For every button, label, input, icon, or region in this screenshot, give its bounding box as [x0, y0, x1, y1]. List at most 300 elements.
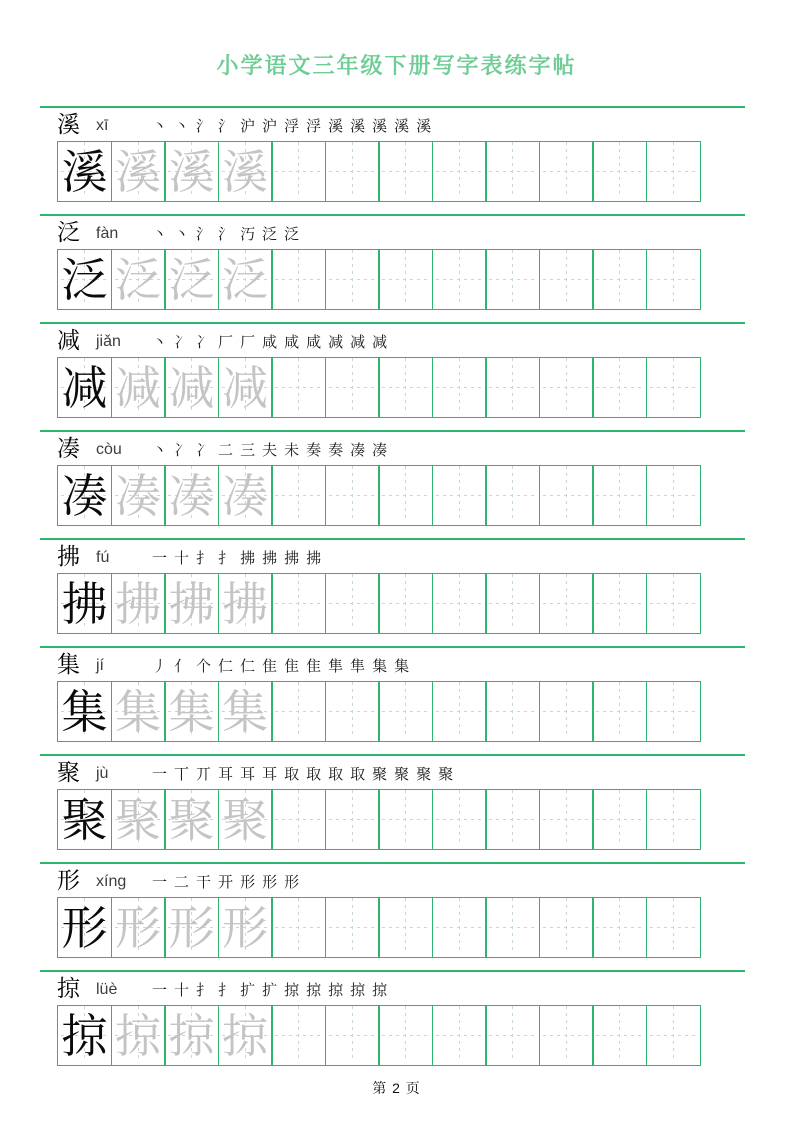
practice-char-black: 集	[61, 684, 108, 739]
stroke-step: 掠	[372, 980, 388, 999]
practice-cell	[111, 357, 166, 418]
row-header	[40, 652, 745, 679]
practice-cell	[539, 1005, 594, 1066]
practice-cell	[164, 789, 219, 850]
practice-char-gray: 形	[115, 900, 161, 955]
practice-cell	[164, 1005, 219, 1066]
stroke-step: 取	[284, 764, 300, 783]
stroke-step: 隹	[284, 656, 300, 675]
stroke-step: 扩	[262, 980, 278, 999]
practice-char-black: 拂	[61, 576, 108, 631]
stroke-step: 取	[306, 764, 322, 783]
stroke-step: 形	[262, 872, 278, 891]
row-character: 形	[57, 868, 80, 894]
practice-grid	[57, 465, 745, 526]
practice-cell	[485, 573, 540, 634]
practice-cell	[378, 897, 433, 958]
practice-cell	[111, 249, 166, 310]
stroke-step: 仁	[240, 656, 256, 675]
practice-row-section	[40, 430, 745, 526]
practice-cell	[539, 249, 594, 310]
practice-char-gray: 形	[168, 900, 215, 955]
stroke-step: 开	[218, 872, 234, 891]
practice-cell	[646, 789, 701, 850]
practice-cell	[432, 681, 487, 742]
stroke-step: 氵	[218, 116, 234, 135]
stroke-step: 聚	[416, 764, 432, 783]
stroke-step: 浮	[284, 116, 300, 135]
practice-cell	[57, 1005, 112, 1066]
practice-cell	[432, 897, 487, 958]
stroke-step: 形	[284, 872, 300, 891]
practice-cell	[271, 249, 326, 310]
row-separator-line	[40, 214, 745, 216]
stroke-order-sequence	[152, 549, 328, 567]
practice-cell	[646, 573, 701, 634]
practice-cell	[218, 357, 273, 418]
row-pinyin: fú	[96, 548, 110, 566]
practice-grid	[57, 357, 745, 418]
practice-cell	[592, 249, 647, 310]
stroke-step: 隼	[350, 656, 366, 675]
page-footer: 第 2 页	[372, 1080, 421, 1096]
stroke-step: 汅	[240, 224, 256, 243]
practice-cell	[646, 141, 701, 202]
practice-cell	[218, 141, 273, 202]
practice-char-black: 泛	[61, 252, 108, 307]
practice-row-section	[40, 754, 745, 850]
stroke-step: 咸	[284, 332, 300, 351]
stroke-step: 聚	[372, 764, 388, 783]
practice-char-gray: 集	[168, 684, 215, 739]
practice-char-gray: 溪	[168, 144, 215, 199]
stroke-step: 丶	[152, 224, 168, 243]
practice-cell	[592, 1005, 647, 1066]
row-separator-line	[40, 970, 745, 972]
practice-row-section	[40, 214, 745, 310]
stroke-step: 拂	[284, 548, 300, 567]
stroke-step: 二	[218, 440, 234, 459]
practice-cell	[218, 789, 273, 850]
practice-cell	[378, 681, 433, 742]
stroke-step: 十	[174, 548, 190, 567]
row-separator-line	[40, 862, 745, 864]
stroke-step: 耳	[240, 764, 256, 783]
practice-cell	[646, 1005, 701, 1066]
stroke-step: 扌	[196, 980, 212, 999]
stroke-step: 丶	[152, 332, 168, 351]
stroke-step: 氵	[196, 224, 212, 243]
stroke-step: 沪	[240, 116, 256, 135]
stroke-step: 十	[174, 980, 190, 999]
stroke-step: 拂	[262, 548, 278, 567]
practice-cell	[539, 897, 594, 958]
practice-cell	[432, 465, 487, 526]
practice-cell	[325, 897, 380, 958]
practice-char-black: 掠	[61, 1008, 108, 1063]
practice-cell	[57, 789, 112, 850]
practice-char-gray: 减	[168, 360, 215, 415]
stroke-step: 隼	[328, 656, 344, 675]
stroke-step: 氵	[196, 116, 212, 135]
practice-cell	[485, 897, 540, 958]
stroke-step: 未	[284, 440, 300, 459]
practice-cell	[325, 573, 380, 634]
practice-cell	[57, 573, 112, 634]
row-header	[40, 760, 745, 787]
practice-cell	[111, 465, 166, 526]
page-title: 小学语文三年级下册写字表练字帖	[216, 53, 577, 78]
row-header	[40, 436, 745, 463]
practice-cell	[432, 573, 487, 634]
stroke-order-sequence	[152, 873, 306, 891]
row-pinyin: jí	[96, 656, 104, 674]
stroke-step: 耳	[218, 764, 234, 783]
practice-cell	[164, 249, 219, 310]
practice-cell	[592, 141, 647, 202]
practice-cell	[432, 789, 487, 850]
practice-cell	[592, 789, 647, 850]
practice-char-black: 形	[61, 900, 108, 955]
practice-cell	[485, 1005, 540, 1066]
practice-cell	[646, 897, 701, 958]
practice-grid	[57, 573, 745, 634]
row-header	[40, 868, 745, 895]
stroke-step: 丌	[196, 764, 212, 783]
practice-cell	[57, 465, 112, 526]
practice-char-gray: 掠	[222, 1008, 268, 1063]
stroke-step: 溪	[350, 116, 366, 135]
practice-cell	[646, 249, 701, 310]
practice-cell	[592, 465, 647, 526]
stroke-step: 三	[240, 440, 256, 459]
practice-cell	[378, 141, 433, 202]
practice-cell	[325, 249, 380, 310]
practice-char-gray: 形	[222, 900, 268, 955]
practice-cell	[485, 681, 540, 742]
practice-cell	[271, 1005, 326, 1066]
stroke-step: 丶	[152, 116, 168, 135]
practice-row-section	[40, 862, 745, 958]
practice-cell	[111, 573, 166, 634]
practice-cell	[539, 465, 594, 526]
practice-char-gray: 凑	[115, 468, 161, 523]
practice-cell	[592, 573, 647, 634]
practice-cell	[432, 249, 487, 310]
practice-char-gray: 减	[115, 360, 161, 415]
stroke-step: 扌	[218, 548, 234, 567]
practice-cell	[271, 141, 326, 202]
stroke-step: 亻	[174, 656, 190, 675]
stroke-step: 溪	[328, 116, 344, 135]
stroke-order-sequence	[152, 117, 438, 135]
stroke-step: 凑	[372, 440, 388, 459]
stroke-order-sequence	[152, 981, 394, 999]
practice-cell	[57, 357, 112, 418]
practice-cell	[271, 897, 326, 958]
practice-cell	[325, 465, 380, 526]
stroke-step: 个	[196, 656, 212, 675]
stroke-step: 一	[152, 764, 168, 783]
row-character: 掠	[57, 976, 80, 1002]
practice-char-black: 凑	[61, 468, 108, 523]
row-header	[40, 112, 745, 139]
practice-cell	[57, 681, 112, 742]
practice-row-section	[40, 538, 745, 634]
stroke-step: 拂	[306, 548, 322, 567]
row-character: 泛	[57, 220, 80, 246]
row-separator-line	[40, 430, 745, 432]
practice-cell	[646, 357, 701, 418]
stroke-step: 凑	[350, 440, 366, 459]
practice-cell	[164, 681, 219, 742]
practice-grid	[57, 789, 745, 850]
row-character: 减	[57, 328, 80, 354]
stroke-step: 减	[372, 332, 388, 351]
practice-cell	[218, 249, 273, 310]
stroke-step: 冫	[196, 332, 212, 351]
practice-cell	[271, 465, 326, 526]
stroke-order-sequence	[152, 765, 460, 783]
stroke-step: 氵	[218, 224, 234, 243]
row-header	[40, 220, 745, 247]
row-pinyin: fàn	[96, 224, 119, 242]
stroke-step: 掠	[284, 980, 300, 999]
practice-cell	[57, 249, 112, 310]
practice-char-gray: 泛	[168, 252, 215, 307]
practice-cell	[111, 789, 166, 850]
practice-cell	[378, 573, 433, 634]
practice-cell	[485, 789, 540, 850]
stroke-step: 丅	[174, 764, 190, 783]
practice-cell	[378, 465, 433, 526]
stroke-step: 丿	[152, 656, 168, 675]
stroke-step: 集	[394, 656, 410, 675]
practice-cell	[485, 465, 540, 526]
practice-char-gray: 集	[115, 684, 161, 739]
stroke-step: 夫	[262, 440, 278, 459]
stroke-step: 隹	[262, 656, 278, 675]
practice-char-gray: 凑	[222, 468, 268, 523]
stroke-step: 取	[350, 764, 366, 783]
row-character: 凑	[57, 436, 80, 462]
row-pinyin: jiǎn	[96, 332, 121, 350]
practice-cell	[592, 681, 647, 742]
practice-cell	[325, 1005, 380, 1066]
row-header	[40, 976, 745, 1003]
stroke-step: 泛	[262, 224, 278, 243]
practice-cell	[164, 573, 219, 634]
practice-char-gray: 拂	[168, 576, 215, 631]
practice-cell	[325, 789, 380, 850]
practice-row-section	[40, 322, 745, 418]
practice-grid	[57, 1005, 745, 1066]
stroke-step: 溪	[394, 116, 410, 135]
stroke-step: 浮	[306, 116, 322, 135]
practice-cell	[539, 357, 594, 418]
practice-cell	[432, 1005, 487, 1066]
stroke-step: 形	[240, 872, 256, 891]
row-pinyin: lüè	[96, 980, 118, 998]
practice-cell	[592, 357, 647, 418]
stroke-step: 干	[196, 872, 212, 891]
stroke-step: 掠	[306, 980, 322, 999]
practice-cell	[378, 249, 433, 310]
practice-cell	[378, 357, 433, 418]
stroke-step: 扌	[218, 980, 234, 999]
stroke-step: 溪	[416, 116, 432, 135]
stroke-step: 丶	[174, 224, 190, 243]
practice-grid	[57, 141, 745, 202]
practice-char-gray: 拂	[222, 576, 268, 631]
practice-cell	[539, 573, 594, 634]
practice-cell	[218, 897, 273, 958]
practice-char-gray: 掠	[115, 1008, 161, 1063]
row-pinyin: còu	[96, 440, 122, 458]
stroke-step: 一	[152, 980, 168, 999]
stroke-step: 减	[350, 332, 366, 351]
stroke-step: 泛	[284, 224, 300, 243]
practice-cell	[271, 573, 326, 634]
practice-char-gray: 溪	[222, 144, 268, 199]
practice-cell	[57, 897, 112, 958]
practice-cell	[539, 681, 594, 742]
practice-cell	[646, 681, 701, 742]
stroke-step: 奏	[306, 440, 322, 459]
stroke-step: 减	[328, 332, 344, 351]
practice-char-gray: 集	[222, 684, 268, 739]
stroke-step: 冫	[174, 440, 190, 459]
practice-cell	[111, 1005, 166, 1066]
stroke-step: 一	[152, 872, 168, 891]
practice-char-gray: 减	[222, 360, 268, 415]
practice-cell	[539, 789, 594, 850]
practice-cell	[164, 357, 219, 418]
stroke-order-sequence	[152, 225, 306, 243]
row-pinyin: jù	[96, 764, 109, 782]
stroke-step: 扌	[196, 548, 212, 567]
stroke-step: 隹	[306, 656, 322, 675]
practice-grid	[57, 249, 745, 310]
row-character: 集	[57, 652, 80, 678]
row-header	[40, 328, 745, 355]
practice-cell	[432, 141, 487, 202]
row-separator-line	[40, 106, 745, 108]
row-pinyin: xī	[96, 116, 109, 134]
practice-cell	[325, 141, 380, 202]
practice-cell	[111, 141, 166, 202]
stroke-step: 聚	[394, 764, 410, 783]
stroke-step: 溪	[372, 116, 388, 135]
practice-char-gray: 溪	[115, 144, 161, 199]
practice-cell	[325, 357, 380, 418]
stroke-step: 一	[152, 548, 168, 567]
practice-cell	[485, 357, 540, 418]
practice-char-gray: 聚	[222, 792, 268, 847]
stroke-step: 掠	[350, 980, 366, 999]
stroke-step: 耳	[262, 764, 278, 783]
practice-cell	[485, 249, 540, 310]
row-separator-line	[40, 754, 745, 756]
row-character: 聚	[57, 760, 80, 786]
practice-cell	[432, 357, 487, 418]
practice-char-gray: 聚	[115, 792, 161, 847]
row-character: 溪	[57, 112, 80, 138]
practice-cell	[378, 789, 433, 850]
practice-cell	[57, 141, 112, 202]
stroke-order-sequence	[152, 441, 394, 459]
stroke-step: 扩	[240, 980, 256, 999]
stroke-step: 厂	[240, 332, 256, 351]
practice-cell	[218, 1005, 273, 1066]
practice-cell	[164, 141, 219, 202]
practice-char-black: 溪	[61, 144, 108, 199]
stroke-step: 冫	[174, 332, 190, 351]
row-separator-line	[40, 322, 745, 324]
stroke-step: 聚	[438, 764, 454, 783]
practice-grid	[57, 681, 745, 742]
practice-cell	[111, 681, 166, 742]
stroke-step: 厂	[218, 332, 234, 351]
row-separator-line	[40, 538, 745, 540]
practice-char-gray: 凑	[168, 468, 215, 523]
practice-cell	[271, 789, 326, 850]
practice-cell	[271, 681, 326, 742]
practice-char-black: 减	[61, 360, 108, 415]
practice-cell	[592, 897, 647, 958]
stroke-step: 丶	[152, 440, 168, 459]
practice-cell	[325, 681, 380, 742]
practice-grid	[57, 897, 745, 958]
practice-row-section	[40, 646, 745, 742]
practice-cell	[271, 357, 326, 418]
stroke-step: 丶	[174, 116, 190, 135]
stroke-order-sequence	[152, 657, 416, 675]
stroke-step: 奏	[328, 440, 344, 459]
row-pinyin: xíng	[96, 872, 127, 890]
practice-char-gray: 聚	[168, 792, 215, 847]
practice-cell	[218, 465, 273, 526]
practice-sheet	[0, 106, 793, 1066]
stroke-step: 仁	[218, 656, 234, 675]
practice-row-section	[40, 106, 745, 202]
practice-cell	[111, 897, 166, 958]
practice-char-gray: 泛	[115, 252, 161, 307]
practice-char-gray: 泛	[222, 252, 268, 307]
practice-cell	[218, 681, 273, 742]
practice-cell	[164, 897, 219, 958]
stroke-step: 拂	[240, 548, 256, 567]
practice-char-gray: 拂	[115, 576, 161, 631]
stroke-step: 咸	[306, 332, 322, 351]
practice-cell	[164, 465, 219, 526]
stroke-step: 掠	[328, 980, 344, 999]
stroke-order-sequence	[152, 333, 394, 351]
practice-cell	[485, 141, 540, 202]
stroke-step: 沪	[262, 116, 278, 135]
stroke-step: 冫	[196, 440, 212, 459]
practice-cell	[378, 1005, 433, 1066]
stroke-step: 集	[372, 656, 388, 675]
practice-cell	[646, 465, 701, 526]
practice-char-gray: 掠	[168, 1008, 215, 1063]
stroke-step: 咸	[262, 332, 278, 351]
row-header	[40, 544, 745, 571]
practice-row-section	[40, 970, 745, 1066]
row-separator-line	[40, 646, 745, 648]
stroke-step: 二	[174, 872, 190, 891]
row-character: 拂	[57, 544, 80, 570]
